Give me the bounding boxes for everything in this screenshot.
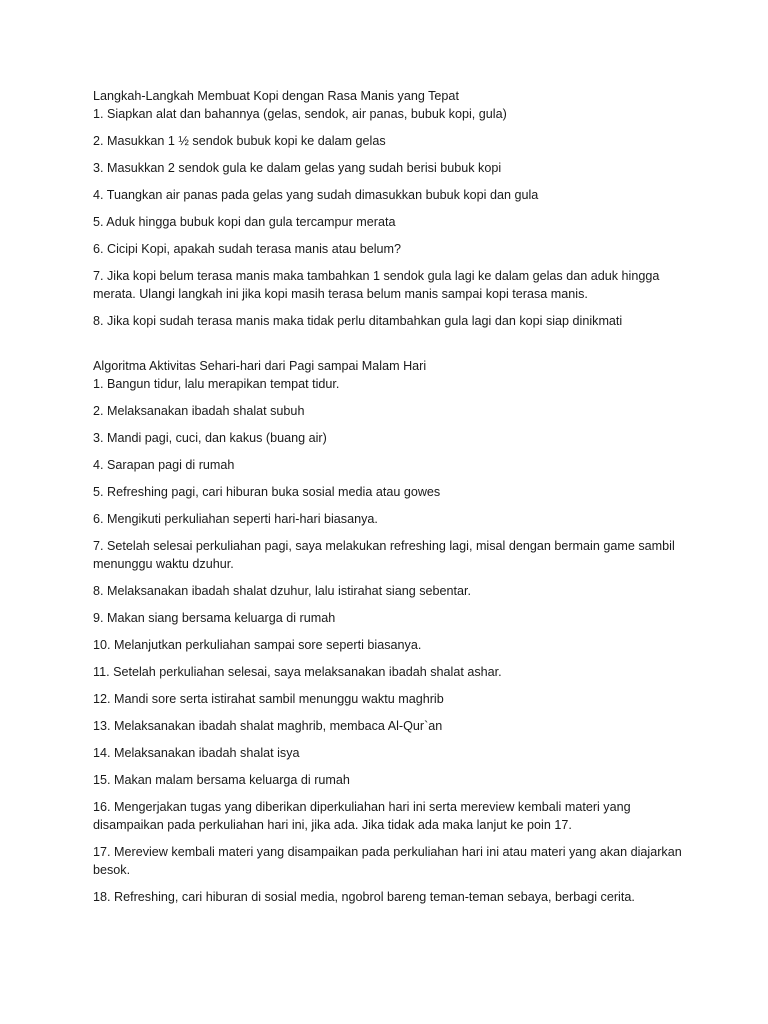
list-item: 6. Cicipi Kopi, apakah sudah terasa manis atau belum? [93,242,402,256]
list-item: 6. Mengikuti perkuliahan seperti hari-hari biasanya. [93,512,378,526]
list-item: 15. Makan malam bersama keluarga di rumah [93,773,350,787]
list-item: 10. Melanjutkan perkuliahan sampai sore seperti biasanya. [93,638,422,652]
section-title: Algoritma Aktivitas Sehari-hari dari Pagi sampai Malam Hari [93,359,427,373]
list-item: 17. Mereview kembali materi yang disampaikan pada perkuliahan hari ini atau materi yang akan diajarkan besok. [93,845,682,877]
list-item: 3. Mandi pagi, cuci, dan kakus (buang air) [93,431,327,445]
list-item: 7. Setelah selesai perkuliahan pagi, saya melakukan refreshing lagi, misal dengan bermain game sambil menunggu waktu dzuhur. [93,539,675,571]
list-item: 7. Jika kopi belum terasa manis maka tambahkan 1 sendok gula lagi ke dalam gelas dan aduk hingga merata. Ulangi langkah ini jika kopi masih terasa belum manis sampai kopi terasa manis. [93,269,660,301]
list-item: 8. Jika kopi sudah terasa manis maka tidak perlu ditambahkan gula lagi dan kopi siap dinikmati [93,314,623,328]
list-item: 2. Melaksanakan ibadah shalat subuh [93,404,305,418]
list-item: 5. Refreshing pagi, cari hiburan buka sosial media atau gowes [93,485,441,499]
list-item: 1. Siapkan alat dan bahannya (gelas, sendok, air panas, bubuk kopi, gula) [93,107,507,121]
list-item: 4. Tuangkan air panas pada gelas yang sudah dimasukkan bubuk kopi dan gula [93,188,539,202]
list-item: 14. Melaksanakan ibadah shalat isya [93,746,300,760]
list-item: 8. Melaksanakan ibadah shalat dzuhur, lalu istirahat siang sebentar. [93,584,472,598]
section-coffee [93,87,693,330]
list-item: 16. Mengerjakan tugas yang diberikan diperkuliahan hari ini serta mereview kembali materi yang disampaikan pada perkuliahan hari ini, jika ada. Jika tidak ada maka lanjut ke poin 17. [93,800,631,832]
list-item: 11. Setelah perkuliahan selesai, saya melaksanakan ibadah shalat ashar. [93,665,502,679]
daily-activities-list [93,375,693,906]
section-title: Langkah-Langkah Membuat Kopi dengan Rasa Manis yang Tepat [93,89,459,103]
list-item: 3. Masukkan 2 sendok gula ke dalam gelas yang sudah berisi bubuk kopi [93,161,502,175]
document-page [93,87,693,915]
list-item: 5. Aduk hingga bubuk kopi dan gula tercampur merata [93,215,396,229]
list-item: 1. Bangun tidur, lalu merapikan tempat tidur. [93,377,340,391]
list-item: 2. Masukkan 1 ½ sendok bubuk kopi ke dalam gelas [93,134,386,148]
section-daily-activities [93,357,693,906]
list-item: 4. Sarapan pagi di rumah [93,458,235,472]
coffee-steps-list [93,105,693,330]
list-item: 12. Mandi sore serta istirahat sambil menunggu waktu maghrib [93,692,444,706]
list-item: 9. Makan siang bersama keluarga di rumah [93,611,336,625]
list-item: 13. Melaksanakan ibadah shalat maghrib, membaca Al-Qur`an [93,719,443,733]
list-item: 18. Refreshing, cari hiburan di sosial media, ngobrol bareng teman-teman sebaya, berbagi cerita. [93,890,635,904]
